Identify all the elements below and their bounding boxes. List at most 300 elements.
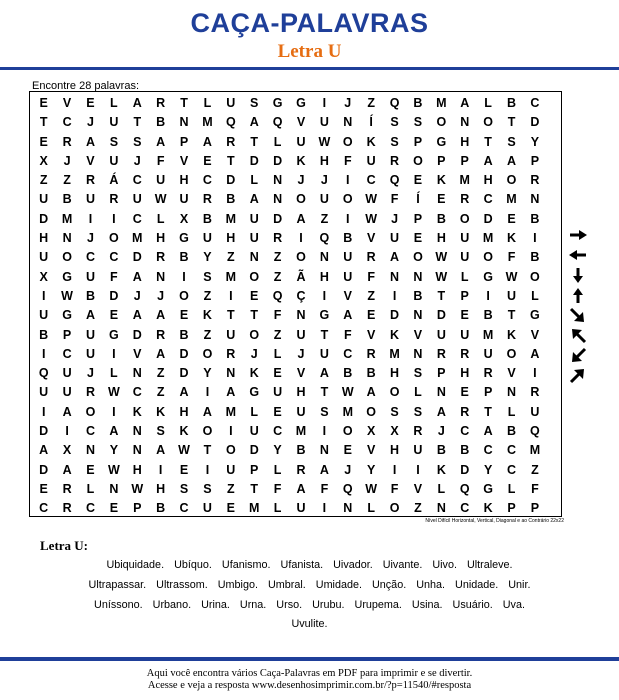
grid-cell[interactable]: E [226, 501, 235, 516]
grid-cell[interactable]: A [343, 308, 353, 323]
grid-cell[interactable]: X [179, 211, 189, 226]
grid-cell[interactable]: N [390, 269, 400, 284]
grid-cell[interactable]: C [506, 443, 517, 458]
grid-cell[interactable]: D [39, 462, 49, 477]
grid-cell[interactable]: B [413, 96, 423, 110]
grid-cell[interactable]: N [319, 250, 329, 265]
grid-cell[interactable]: K [202, 308, 212, 323]
grid-cell[interactable]: T [250, 134, 259, 149]
grid-cell[interactable]: D [179, 346, 189, 361]
grid-cell[interactable]: F [110, 269, 118, 284]
grid-cell[interactable]: N [85, 443, 95, 458]
grid-cell[interactable]: T [507, 308, 516, 323]
grid-cell[interactable]: Q [38, 366, 49, 381]
grid-cell[interactable]: U [483, 346, 493, 361]
grid-cell[interactable]: B [530, 250, 540, 265]
grid-cell[interactable]: A [202, 404, 212, 419]
grid-cell[interactable]: W [107, 462, 120, 477]
grid-cell[interactable]: R [62, 481, 72, 496]
grid-cell[interactable]: E [413, 173, 423, 188]
grid-cell[interactable]: D [483, 211, 493, 226]
grid-cell[interactable]: Á [109, 173, 119, 188]
grid-cell[interactable]: Í [369, 115, 373, 130]
grid-cell[interactable]: J [157, 288, 165, 303]
grid-cell[interactable]: Q [319, 231, 330, 246]
grid-cell[interactable]: D [226, 173, 236, 188]
grid-cell[interactable]: R [483, 366, 493, 381]
grid-cell[interactable]: K [390, 327, 400, 342]
grid-cell[interactable]: U [39, 250, 49, 265]
grid-cell[interactable]: W [435, 250, 448, 265]
grid-cell[interactable]: W [365, 481, 378, 496]
grid-cell[interactable]: A [530, 346, 540, 361]
grid-cell[interactable]: T [320, 327, 329, 342]
grid-cell[interactable]: S [203, 481, 212, 496]
grid-cell[interactable]: A [366, 385, 376, 400]
grid-cell[interactable]: B [226, 192, 236, 207]
grid-cell[interactable]: E [273, 404, 282, 419]
grid-cell[interactable]: N [109, 481, 119, 496]
grid-cell[interactable]: U [202, 231, 212, 246]
grid-cell[interactable]: C [62, 346, 72, 361]
grid-cell[interactable]: U [296, 501, 306, 516]
grid-cell[interactable]: U [132, 192, 142, 207]
grid-cell[interactable]: J [297, 173, 305, 188]
grid-cell[interactable]: U [249, 231, 259, 246]
grid-cell[interactable]: P [62, 327, 72, 342]
grid-cell[interactable]: A [249, 115, 259, 130]
grid-cell[interactable]: B [436, 443, 446, 458]
grid-cell[interactable]: Z [367, 288, 375, 303]
grid-cell[interactable]: F [507, 250, 516, 265]
grid-cell[interactable]: I [392, 288, 397, 303]
grid-cell[interactable]: M [506, 192, 517, 207]
grid-cell[interactable]: J [344, 96, 352, 110]
grid-cell[interactable]: L [273, 501, 282, 516]
grid-cell[interactable]: L [367, 501, 375, 516]
grid-cell[interactable]: T [250, 481, 259, 496]
grid-cell[interactable]: E [366, 308, 376, 323]
grid-cell[interactable]: N [436, 385, 446, 400]
grid-cell[interactable]: D [39, 211, 49, 226]
grid-cell[interactable]: H [156, 231, 166, 246]
grid-cell[interactable]: F [390, 481, 399, 496]
grid-cell[interactable]: Z [273, 250, 282, 265]
grid-cell[interactable]: U [85, 192, 95, 207]
grid-cell[interactable]: B [179, 327, 189, 342]
grid-cell[interactable]: C [132, 385, 142, 400]
grid-cell[interactable]: T [507, 115, 516, 130]
grid-cell[interactable]: E [343, 443, 352, 458]
grid-cell[interactable]: A [179, 385, 189, 400]
grid-cell[interactable]: V [530, 327, 540, 342]
grid-cell[interactable]: A [483, 424, 493, 439]
grid-cell[interactable]: R [226, 134, 236, 149]
grid-cell[interactable]: U [273, 385, 283, 400]
grid-cell[interactable]: U [343, 250, 353, 265]
grid-cell[interactable]: C [343, 346, 353, 361]
grid-cell[interactable]: T [484, 134, 492, 149]
grid-cell[interactable]: Z [273, 269, 282, 284]
grid-cell[interactable]: A [85, 308, 95, 323]
grid-cell[interactable]: E [250, 288, 259, 303]
grid-cell[interactable]: E [460, 385, 469, 400]
grid-cell[interactable]: J [87, 231, 94, 246]
grid-cell[interactable]: Z [531, 462, 539, 477]
grid-cell[interactable]: P [507, 501, 516, 516]
grid-cell[interactable]: U [85, 346, 95, 361]
grid-cell[interactable]: F [273, 481, 282, 496]
grid-cell[interactable]: I [41, 346, 46, 361]
grid-cell[interactable]: H [460, 366, 470, 381]
grid-cell[interactable]: U [460, 250, 470, 265]
grid-cell[interactable]: O [179, 288, 189, 303]
grid-cell[interactable]: H [390, 443, 400, 458]
grid-cell[interactable]: D [39, 424, 49, 439]
grid-cell[interactable]: R [62, 134, 72, 149]
grid-cell[interactable]: R [530, 385, 540, 400]
grid-cell[interactable]: H [296, 385, 306, 400]
grid-cell[interactable]: P [413, 134, 423, 149]
grid-cell[interactable]: O [202, 424, 213, 439]
grid-cell[interactable]: O [506, 346, 517, 361]
grid-cell[interactable]: I [41, 288, 46, 303]
grid-cell[interactable]: M [61, 211, 73, 226]
grid-cell[interactable]: B [62, 192, 72, 207]
grid-cell[interactable]: H [460, 134, 470, 149]
grid-cell[interactable]: J [320, 173, 328, 188]
grid-cell[interactable]: D [179, 366, 189, 381]
grid-cell[interactable]: P [437, 366, 446, 381]
grid-cell[interactable]: R [296, 462, 306, 477]
grid-cell[interactable]: G [296, 96, 306, 110]
grid-cell[interactable]: Q [389, 96, 400, 110]
grid-cell[interactable]: S [109, 134, 119, 149]
grid-cell[interactable]: Z [156, 366, 165, 381]
grid-cell[interactable]: U [226, 96, 236, 110]
grid-cell[interactable]: J [87, 366, 94, 381]
grid-cell[interactable]: S [413, 115, 423, 130]
grid-cell[interactable]: M [132, 231, 143, 246]
grid-cell[interactable]: T [39, 115, 48, 130]
grid-cell[interactable]: O [413, 250, 423, 265]
grid-cell[interactable]: U [109, 153, 119, 168]
grid-cell[interactable]: O [249, 269, 260, 284]
grid-cell[interactable]: W [178, 443, 190, 458]
grid-cell[interactable]: O [483, 115, 493, 130]
grid-cell[interactable]: S [390, 115, 399, 130]
grid-cell[interactable]: M [249, 501, 260, 516]
grid-cell[interactable]: O [62, 250, 72, 265]
grid-cell[interactable]: I [322, 96, 327, 110]
grid-cell[interactable]: U [109, 115, 119, 130]
grid-cell[interactable]: W [131, 481, 144, 496]
grid-cell[interactable]: A [39, 443, 49, 458]
grid-cell[interactable]: B [156, 115, 166, 130]
grid-cell[interactable]: T [227, 153, 235, 168]
grid-cell[interactable]: D [132, 327, 142, 342]
grid-cell[interactable]: E [507, 211, 516, 226]
grid-cell[interactable]: A [506, 153, 517, 168]
grid-cell[interactable]: Y [483, 462, 493, 477]
grid-cell[interactable]: A [156, 308, 166, 323]
grid-cell[interactable]: U [296, 134, 306, 149]
grid-cell[interactable]: Z [367, 96, 375, 110]
grid-cell[interactable]: S [413, 404, 423, 419]
grid-cell[interactable]: O [109, 231, 119, 246]
grid-cell[interactable]: X [39, 269, 48, 284]
grid-cell[interactable]: C [132, 173, 142, 188]
grid-cell[interactable]: R [530, 173, 540, 188]
grid-cell[interactable]: S [250, 96, 259, 110]
grid-cell[interactable]: P [250, 462, 259, 477]
grid-cell[interactable]: E [39, 134, 48, 149]
grid-cell[interactable]: M [482, 327, 494, 342]
grid-cell[interactable]: K [249, 366, 259, 381]
grid-cell[interactable]: C [273, 424, 283, 439]
grid-cell[interactable]: C [85, 250, 95, 265]
grid-cell[interactable]: L [414, 385, 422, 400]
grid-cell[interactable]: O [249, 327, 260, 342]
grid-cell[interactable]: Z [414, 501, 422, 516]
grid-cell[interactable]: U [319, 346, 329, 361]
grid-cell[interactable]: O [506, 173, 517, 188]
grid-cell[interactable]: J [250, 346, 258, 361]
grid-cell[interactable]: I [392, 462, 397, 477]
grid-cell[interactable]: K [179, 424, 189, 439]
grid-cell[interactable]: U [62, 385, 72, 400]
grid-cell[interactable]: J [87, 115, 94, 130]
grid-cell[interactable]: V [507, 366, 516, 381]
grid-cell[interactable]: Z [320, 211, 329, 226]
grid-cell[interactable]: N [413, 269, 423, 284]
grid-cell[interactable]: U [39, 308, 49, 323]
grid-cell[interactable]: Q [459, 481, 470, 496]
grid-cell[interactable]: K [436, 462, 446, 477]
grid-cell[interactable]: W [318, 134, 331, 149]
grid-cell[interactable]: I [416, 462, 420, 477]
grid-cell[interactable]: W [341, 385, 354, 400]
grid-cell[interactable]: L [531, 288, 539, 303]
grid-cell[interactable]: I [322, 288, 327, 303]
grid-cell[interactable]: R [366, 250, 376, 265]
grid-cell[interactable]: U [436, 327, 446, 342]
grid-cell[interactable]: I [112, 346, 116, 361]
grid-cell[interactable]: B [39, 327, 49, 342]
grid-cell[interactable]: B [296, 443, 306, 458]
grid-cell[interactable]: R [273, 231, 283, 246]
grid-cell[interactable]: Z [39, 173, 48, 188]
grid-cell[interactable]: U [39, 192, 49, 207]
grid-cell[interactable]: W [61, 288, 73, 303]
grid-cell[interactable]: T [180, 96, 188, 110]
grid-cell[interactable]: X [62, 443, 72, 458]
grid-cell[interactable]: I [346, 173, 350, 188]
grid-cell[interactable]: Y [366, 462, 376, 477]
grid-cell[interactable]: Q [272, 288, 283, 303]
grid-cell[interactable]: O [296, 250, 306, 265]
grid-cell[interactable]: P [460, 288, 469, 303]
grid-cell[interactable]: A [296, 481, 306, 496]
grid-cell[interactable]: J [133, 153, 141, 168]
grid-cell[interactable]: T [250, 308, 259, 323]
grid-cell[interactable]: G [319, 308, 330, 323]
grid-cell[interactable]: X [366, 424, 376, 439]
grid-cell[interactable]: A [62, 404, 72, 419]
grid-cell[interactable]: R [156, 250, 166, 265]
grid-cell[interactable]: B [343, 231, 353, 246]
grid-cell[interactable]: M [225, 404, 237, 419]
grid-cell[interactable]: A [436, 404, 446, 419]
grid-cell[interactable]: A [132, 269, 142, 284]
grid-cell[interactable]: U [366, 153, 376, 168]
grid-cell[interactable]: I [205, 385, 210, 400]
grid-cell[interactable]: M [295, 424, 307, 439]
grid-cell[interactable]: H [390, 366, 400, 381]
grid-cell[interactable]: U [85, 327, 95, 342]
grid-cell[interactable]: U [319, 192, 329, 207]
grid-cell[interactable]: O [389, 385, 400, 400]
grid-cell[interactable]: U [296, 327, 306, 342]
grid-cell[interactable]: T [484, 404, 492, 419]
grid-cell[interactable]: D [530, 115, 540, 130]
grid-cell[interactable]: I [182, 269, 186, 284]
grid-cell[interactable]: F [367, 269, 375, 284]
grid-cell[interactable]: F [156, 153, 165, 168]
grid-cell[interactable]: I [112, 404, 116, 419]
grid-cell[interactable]: I [65, 424, 69, 439]
grid-cell[interactable]: L [273, 134, 282, 149]
grid-cell[interactable]: N [273, 173, 283, 188]
grid-cell[interactable]: R [85, 385, 95, 400]
grid-cell[interactable]: K [296, 153, 306, 168]
grid-cell[interactable]: H [179, 404, 189, 419]
grid-cell[interactable]: I [41, 404, 46, 419]
grid-cell[interactable]: R [460, 346, 470, 361]
grid-cell[interactable]: P [437, 153, 446, 168]
grid-cell[interactable]: D [249, 153, 259, 168]
grid-cell[interactable]: G [249, 385, 260, 400]
grid-cell[interactable]: R [62, 501, 72, 516]
grid-cell[interactable]: E [437, 192, 446, 207]
grid-cell[interactable]: Z [203, 288, 212, 303]
grid-cell[interactable]: S [203, 269, 212, 284]
grid-cell[interactable]: Z [156, 385, 165, 400]
grid-cell[interactable]: N [460, 115, 470, 130]
grid-cell[interactable]: K [483, 501, 493, 516]
grid-cell[interactable]: C [202, 173, 212, 188]
grid-cell[interactable]: N [436, 501, 446, 516]
grid-cell[interactable]: E [39, 96, 48, 110]
grid-cell[interactable]: T [320, 385, 329, 400]
grid-cell[interactable]: B [179, 250, 189, 265]
grid-cell[interactable]: E [413, 231, 423, 246]
grid-cell[interactable]: N [179, 115, 189, 130]
grid-cell[interactable]: G [530, 308, 540, 323]
grid-cell[interactable]: H [319, 269, 329, 284]
grid-cell[interactable]: S [156, 424, 165, 439]
grid-cell[interactable]: B [460, 443, 470, 458]
grid-cell[interactable]: S [320, 404, 329, 419]
grid-cell[interactable]: T [203, 443, 212, 458]
grid-cell[interactable]: U [249, 211, 259, 226]
grid-cell[interactable]: U [85, 269, 95, 284]
grid-cell[interactable]: C [109, 250, 119, 265]
grid-cell[interactable]: C [85, 501, 95, 516]
grid-cell[interactable]: M [342, 404, 353, 419]
grid-cell[interactable]: B [506, 424, 517, 439]
grid-cell[interactable]: D [390, 308, 400, 323]
grid-cell[interactable]: N [249, 250, 259, 265]
grid-cell[interactable]: O [436, 115, 447, 130]
grid-cell[interactable]: W [505, 269, 518, 284]
grid-cell[interactable]: R [460, 404, 470, 419]
grid-cell[interactable]: U [202, 501, 212, 516]
grid-cell[interactable]: E [179, 308, 189, 323]
grid-cell[interactable]: K [506, 327, 517, 342]
grid-cell[interactable]: N [296, 308, 306, 323]
grid-cell[interactable]: R [226, 346, 236, 361]
grid-cell[interactable]: S [390, 134, 399, 149]
grid-cell[interactable]: A [132, 308, 142, 323]
grid-cell[interactable]: U [179, 192, 189, 207]
grid-cell[interactable]: P [179, 134, 189, 149]
grid-cell[interactable]: Q [272, 115, 283, 130]
grid-cell[interactable]: K [436, 173, 446, 188]
grid-cell[interactable]: R [366, 346, 376, 361]
grid-cell[interactable]: E [203, 153, 212, 168]
grid-cell[interactable]: H [436, 231, 446, 246]
grid-cell[interactable]: C [85, 424, 95, 439]
grid-cell[interactable]: S [390, 404, 399, 419]
grid-cell[interactable]: I [486, 288, 490, 303]
grid-cell[interactable]: V [86, 153, 95, 168]
grid-cell[interactable]: X [390, 424, 399, 439]
grid-cell[interactable]: E [460, 308, 469, 323]
grid-cell[interactable]: L [110, 366, 118, 381]
grid-cell[interactable]: R [156, 327, 166, 342]
grid-cell[interactable]: I [205, 462, 210, 477]
grid-cell[interactable]: U [460, 327, 470, 342]
grid-cell[interactable]: Y [203, 250, 212, 265]
grid-cell[interactable]: R [109, 192, 119, 207]
grid-cell[interactable]: G [483, 481, 493, 496]
grid-cell[interactable]: V [413, 481, 423, 496]
grid-cell[interactable]: N [530, 192, 540, 207]
grid-cell[interactable]: B [156, 501, 166, 516]
grid-cell[interactable]: W [154, 192, 167, 207]
grid-cell[interactable]: N [506, 385, 517, 400]
grid-cell[interactable]: K [132, 404, 142, 419]
grid-cell[interactable]: M [225, 211, 237, 226]
grid-cell[interactable]: A [390, 250, 400, 265]
grid-cell[interactable]: L [86, 481, 95, 496]
grid-cell[interactable]: O [342, 192, 353, 207]
grid-cell[interactable]: I [533, 231, 537, 246]
grid-cell[interactable]: Q [342, 481, 353, 496]
grid-cell[interactable]: R [413, 424, 423, 439]
grid-cell[interactable]: N [343, 115, 353, 130]
grid-cell[interactable]: A [109, 424, 119, 439]
grid-cell[interactable]: I [158, 462, 163, 477]
grid-cell[interactable]: M [389, 346, 400, 361]
grid-cell[interactable]: X [39, 153, 48, 168]
grid-cell[interactable]: D [109, 288, 119, 303]
grid-cell[interactable]: B [530, 211, 540, 226]
grid-cell[interactable]: Z [227, 481, 235, 496]
grid-cell[interactable]: D [436, 308, 446, 323]
grid-cell[interactable]: O [85, 404, 96, 419]
